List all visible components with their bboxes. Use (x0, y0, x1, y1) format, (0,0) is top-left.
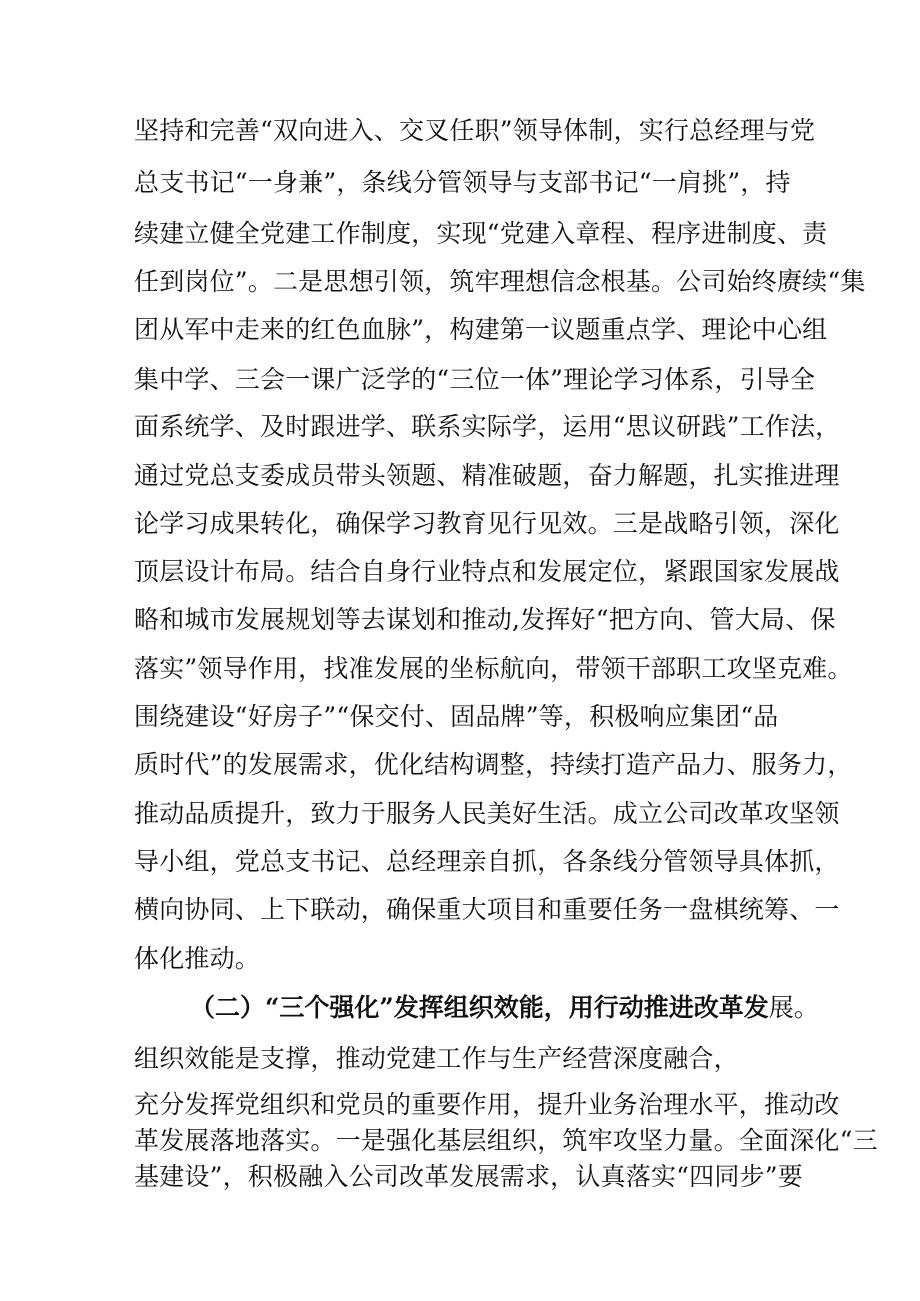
paragraph-line: 基建设”，积极融入公司改革发展需求，认真落实“四同步”要 (134, 1162, 803, 1191)
paragraph-line: 通过党总支委成员带头领题、精准破题，奋力解题，扎实推进理 (134, 461, 840, 490)
paragraph-line: 续建立健全党建工作制度，实现“党建入章程、程序进制度、责 (134, 219, 828, 248)
paragraph-line: 团从军中走来的红色血脉”，构建第一议题重点学、理论中心组 (134, 315, 828, 344)
paragraph-line: 推动品质提升，致力于服务人民美好生活。成立公司改革攻坚领 (134, 799, 840, 828)
paragraph-line: 论学习成果转化，确保学习教育见行见效。三是战略引领，深化 (134, 509, 840, 538)
paragraph-line: 总支书记“一身兼”，条线分管领导与支部书记“一肩挑”，持 (134, 168, 791, 197)
paragraph-line: 顶层设计布局。结合自身行业特点和发展定位，紧跟国家发展战 (134, 557, 840, 586)
section-heading-bold: （二）“三个强化”发挥组织效能，用行动推进改革发 (190, 993, 769, 1022)
paragraph-line: 落实”领导作用，找准发展的坐标航向，带领干部职工攻坚克难。 (134, 654, 853, 683)
paragraph-line: 坚持和完善“双向进入、交叉任职”领导体制，实行总经理与党 (134, 116, 816, 145)
paragraph-line: 围绕建设“好房子”“保交付、固品牌”等，积极响应集团“品 (134, 702, 779, 731)
paragraph-line: 略和城市发展规划等去谋划和推动,发挥好“把方向、管大局、保 (134, 605, 836, 634)
paragraph-line: 质时代”的发展需求，优化结构调整，持续打造产品力、服务力， (134, 750, 853, 779)
paragraph-line: 面系统学、及时跟进学、联系实际学，运用“思议研践”工作法， (134, 412, 841, 441)
paragraph-line: 导小组，党总支书记、总经理亲自抓，各条线分管领导具体抓， (134, 847, 840, 876)
section-heading (190, 993, 819, 1023)
section-heading-tail: 展。 (768, 993, 819, 1022)
paragraph-line: 体化推动。 (134, 944, 261, 973)
paragraph-line: 横向协同、上下联动，确保重大项目和重要任务一盘棋统筹、一 (134, 895, 840, 924)
paragraph-line: 革发展落地落实。一是强化基层组织，筑牢攻坚力量。全面深化“三 (134, 1126, 878, 1155)
paragraph-line: 组织效能是支撑，推动党建工作与生产经营深度融合， (134, 1044, 739, 1073)
paragraph-line: 任到岗位”。二是思想引领，筑牢理想信念根基。公司始终赓续“集 (134, 267, 866, 296)
paragraph-line: 充分发挥党组织和党员的重要作用，提升业务治理水平，推动改 (134, 1090, 840, 1119)
paragraph-line: 集中学、三会一课广泛学的“三位一体”理论学习体系，引导全 (134, 365, 816, 394)
